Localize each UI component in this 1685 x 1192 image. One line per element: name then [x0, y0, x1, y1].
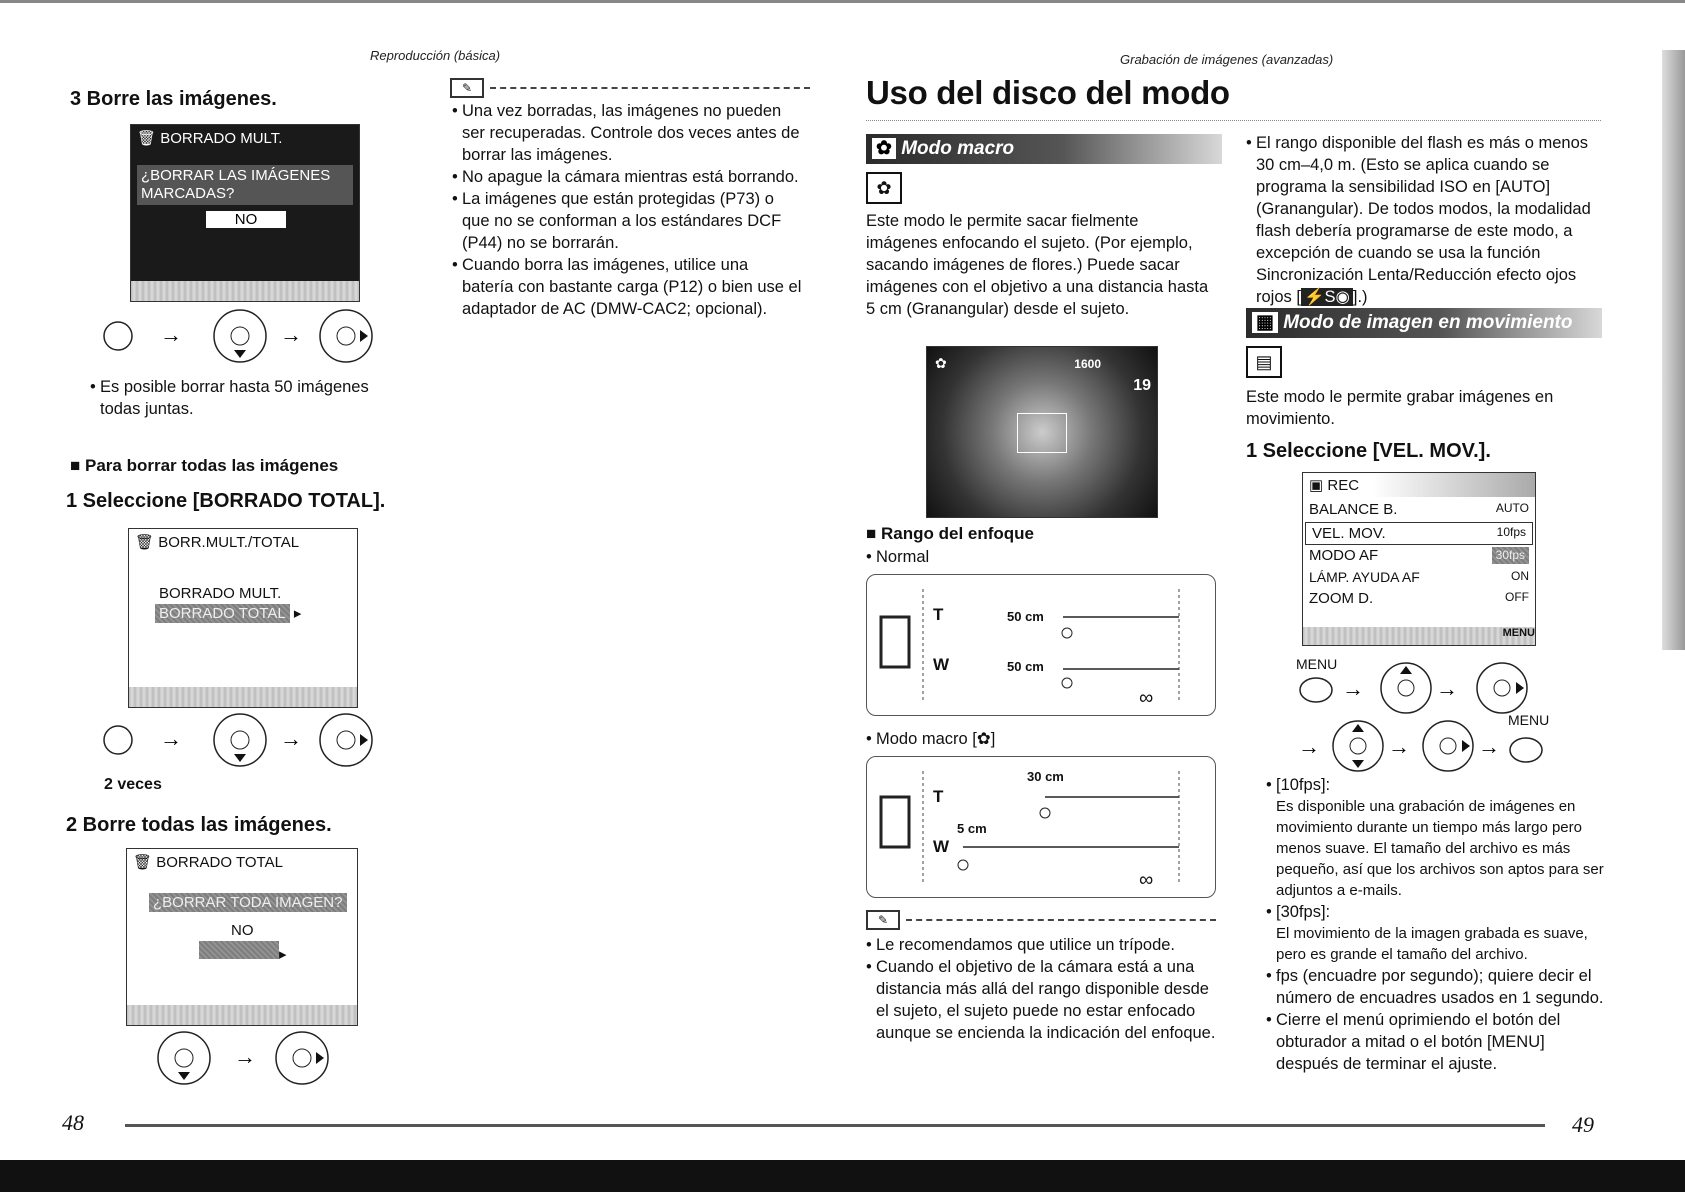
right-page-number: 49 — [1572, 1112, 1594, 1137]
page-title: Uso del disco del modo — [866, 74, 1230, 111]
right-page-header: Grabación de imágenes (avanzadas) — [1120, 52, 1334, 67]
arrow-icon: → — [160, 322, 182, 347]
menu-row[interactable]: LÁMP. AYUDA AF ON — [1309, 569, 1529, 585]
fps-note: • fps (encuadre por segundo); quiere decir el número de encuadres usados en 1 segundo. — [1266, 965, 1606, 1009]
arrow-icon: → — [280, 726, 302, 751]
left-page-header: Reproducción (básica) — [370, 48, 501, 63]
step3-title: 3 Borre las imágenes. — [70, 88, 277, 110]
person-icon — [1040, 808, 1050, 818]
rec-menu-title: ▣ REC — [1303, 473, 1535, 497]
flower-icon — [958, 860, 968, 870]
delete-total-menu-screen — [128, 528, 358, 708]
page-edge-tabs — [1662, 50, 1685, 650]
flash-redeye-icon: ⚡S◉ — [1301, 288, 1353, 306]
button-sequence-diagram — [150, 1028, 350, 1092]
note-item: • Es posible borrar hasta 50 imágenes todas juntas. — [90, 376, 410, 420]
arrow-icon: → — [234, 1044, 256, 1069]
screen-footer-bar — [127, 1005, 357, 1025]
focus-range-heading: ■ Rango del enfoque — [866, 524, 1034, 543]
focus-range-normal-diagram: T W 50 cm 50 cm ∞ — [866, 574, 1216, 716]
movie-dial-icon: ▤ — [1246, 346, 1282, 378]
focus-frame — [1017, 413, 1067, 453]
times-label: 2 veces — [104, 776, 162, 793]
person-icon — [1062, 628, 1072, 638]
screen-title: 🗑 BORRADO MULT. — [137, 130, 283, 147]
confirm-option[interactable]: NO — [206, 211, 286, 228]
lcd-count: 19 — [1133, 377, 1151, 394]
movie-control-sequence-2 — [1296, 712, 1556, 778]
confirm-question: ¿BORRAR TODA IMAGEN? — [149, 893, 347, 912]
dashed-divider — [906, 919, 1216, 921]
trash-icon: 🗑 — [137, 130, 157, 147]
left-notes-list — [452, 100, 802, 320]
menu-button-label: MENU — [1296, 656, 1338, 672]
arrow-icon: → — [1388, 734, 1410, 759]
menu-button-label: MENU — [1508, 712, 1550, 728]
note-item: • Cuando borra las imágenes, utilice una batería con bastante carga (P12) o bien use el adaptador de AC (DMW-CAC2; opcional). — [452, 254, 802, 320]
fps-item: • [10fps]: Es disponible una grabación de imágenes en movimiento durante un tiempo más largo pero menos suave. El tamaño del archivo es más pequeño, así que los archivos son aptos para ser adjuntos a e-mails. — [1266, 774, 1606, 901]
delete-button-icon — [104, 726, 132, 754]
note-item: • La imágenes que están protegidas (P73) o que no se conforman a los estándares DCF (P44) no se borrarán. — [452, 188, 802, 254]
camera-icon: ▣ — [1309, 477, 1324, 494]
square-bullet-icon: ■ — [70, 456, 85, 475]
flower-icon: ✿ — [872, 138, 896, 159]
macro-label-list — [866, 728, 995, 750]
menu-row[interactable]: MODO AF 30fps — [1303, 545, 1535, 566]
movie-description: Este modo le permite grabar imágenes en movimiento. — [1246, 388, 1554, 428]
fps-item: • [30fps]: El movimiento de la imagen grabada es suave, pero es grande el tamaño del archivo. — [1266, 901, 1606, 965]
control-sequence-2 — [100, 710, 380, 780]
normal-label: • Normal — [866, 546, 929, 568]
control-sequence-3 — [150, 1028, 350, 1092]
square-bullet-icon: ■ — [866, 524, 881, 543]
button-sequence-diagram — [100, 306, 380, 366]
movie-control-sequence-1 — [1296, 656, 1536, 718]
flash-note-list — [1246, 132, 1602, 308]
macro-description: Este modo le permite sacar fielmente imágenes enfocando el sujeto. (Por ejemplo, sacando imágenes de flores.) Puede sacar imágenes con el objetivo a una distancia hasta 5 cm (Granangular) desde el sujeto. — [866, 212, 1209, 318]
focus-range-macro-diagram: T W 30 cm 5 cm ∞ — [866, 756, 1216, 898]
menu-button-icon — [1300, 678, 1332, 702]
lcd-iso: 1600 — [1074, 357, 1101, 371]
arrow-icon: → — [1436, 676, 1458, 701]
note-item: • Una vez borradas, las imágenes no pueden ser recuperadas. Controle dos veces antes de borrar las imágenes. — [452, 100, 802, 166]
bottom-edge — [0, 1160, 1685, 1192]
title-rule — [866, 120, 1601, 121]
notes-header — [866, 910, 1216, 930]
macro-label: • Modo macro [✿] — [866, 728, 995, 750]
screen-title: 🗑 BORRADO TOTAL — [133, 854, 283, 871]
notes-header — [450, 78, 810, 98]
arrow-icon: → — [160, 726, 182, 751]
camera-icon — [881, 617, 909, 667]
step1-title: 1 Seleccione [BORRADO TOTAL]. — [66, 490, 386, 512]
macro-mode-bar: ✿ Modo macro — [866, 134, 1222, 164]
arrow-icon: → — [280, 322, 302, 347]
delete-all-heading: ■ Para borrar todas las imágenes — [70, 456, 339, 475]
right-bottom-rule — [825, 1124, 1545, 1127]
confirm-option-yes[interactable] — [199, 941, 279, 959]
infinity-icon: ∞ — [1139, 869, 1154, 891]
macro-notes-list — [866, 934, 1216, 1044]
lcd-preview-image — [926, 346, 1158, 518]
delete-button-icon — [104, 322, 132, 350]
trash-icon: 🗑 — [135, 534, 155, 551]
note-item: • No apague la cámara mientras está borrando. — [452, 166, 802, 188]
flash-note: • El rango disponible del flash es más o menos 30 cm–4,0 m. (Esto se aplica cuando se programa la sensibilidad ISO en [AUTO] (Granangular). De todos modos, la modalidad flash debería programarse de este modo, a excepción de cuando se usa la función Sincronización Lenta/Reducción efecto ojos rojos [ ⚡S◉ ].) — [1246, 132, 1602, 308]
movie-mode-bar: ▦ Modo de imagen en movimiento — [1246, 308, 1602, 338]
menu-button-icon — [1510, 738, 1542, 762]
top-edge — [0, 0, 1685, 3]
arrow-right-icon: ▸ — [293, 605, 302, 622]
menu-row-selected[interactable]: VEL. MOV. 10fps — [1305, 522, 1533, 545]
person-icon — [1062, 678, 1072, 688]
close-note: • Cierre el menú oprimiendo el botón del obturador a mitad o el botón [MENU] después de terminar el ajuste. — [1266, 1009, 1606, 1075]
delete-all-confirm-screen — [126, 848, 358, 1026]
dashed-divider — [490, 87, 810, 89]
menu-row[interactable]: ZOOM D. OFF — [1309, 590, 1529, 607]
confirm-option[interactable]: NO — [231, 922, 254, 939]
delete-multi-screen — [130, 124, 360, 302]
screen-footer-bar — [129, 687, 357, 707]
control-sequence-1 — [100, 306, 380, 366]
menu-item-multi-delete[interactable]: BORRADO MULT. — [159, 585, 282, 602]
infinity-icon: ∞ — [1139, 687, 1154, 709]
menu-item-delete-all[interactable]: BORRADO TOTAL — [155, 604, 290, 623]
arrow-icon: → — [1298, 734, 1320, 759]
note-icon: ✎ — [866, 910, 900, 930]
left-page-number: 48 — [62, 1110, 84, 1135]
arrow-icon: → — [1342, 676, 1364, 701]
arrow-icon: → — [1478, 734, 1500, 759]
flower-icon: ✿ — [935, 355, 947, 371]
left-bottom-rule — [125, 1124, 825, 1127]
fps-bullets — [1266, 774, 1606, 1075]
rec-menu-screen — [1302, 472, 1536, 646]
menu-row[interactable]: BALANCE B. AUTO — [1309, 501, 1529, 518]
note-item: • Cuando el objetivo de la cámara está a una distancia más allá del rango disponible desde el sujeto, el sujeto puede no estar enfocado aunque se encienda la indicación del enfoque. — [866, 956, 1216, 1044]
camera-icon — [881, 797, 909, 847]
confirm-question: ¿BORRAR LAS IMÁGENES MARCADAS? — [137, 165, 353, 205]
screen-title: 🗑 BORR.MULT./TOTAL — [135, 534, 300, 551]
movie-step1-title: 1 Seleccione [VEL. MOV.]. — [1246, 440, 1491, 462]
step2-title: 2 Borre todas las imágenes. — [66, 814, 332, 836]
step3-notes — [90, 376, 410, 420]
note-icon: ✎ — [450, 78, 484, 98]
screen-footer-bar — [131, 281, 359, 301]
film-icon: ▦ — [1252, 312, 1278, 333]
arrow-right-icon: ▸ — [279, 946, 287, 963]
flower-icon: ✿] — [976, 730, 996, 748]
macro-dial-icon: ✿ — [866, 172, 902, 204]
screen-footer-bar: MENU — [1303, 627, 1535, 645]
button-sequence-diagram — [100, 710, 380, 780]
normal-label-list — [866, 546, 929, 568]
note-item: • Le recomendamos que utilice un trípode. — [866, 934, 1216, 956]
trash-icon: 🗑 — [133, 854, 153, 871]
